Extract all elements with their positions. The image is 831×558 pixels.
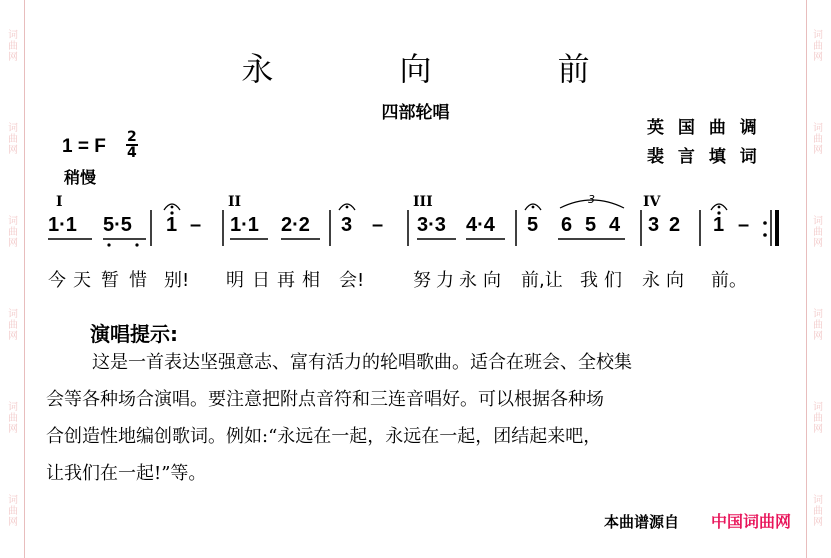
lyric-syllable: 们 xyxy=(604,270,622,291)
note-group: 5·5 xyxy=(103,214,132,236)
repeat-dot xyxy=(763,221,767,225)
lyric-syllable: 努 xyxy=(413,270,431,291)
note: 1 xyxy=(713,214,725,236)
octave-dot xyxy=(135,243,138,246)
lyric-syllable: 再 xyxy=(277,270,295,291)
part-mark-2: II xyxy=(228,194,242,210)
lyric-syllable: 力 xyxy=(436,270,454,291)
song-subtitle: 四部轮唱 xyxy=(381,103,450,123)
repeat-dot xyxy=(763,233,767,237)
song-title: 永 向 前 xyxy=(241,50,648,88)
note: 3 xyxy=(341,214,353,236)
tips-line: 这是一首表达坚强意志、富有活力的轮唱歌曲。适合在班会、全校集 xyxy=(92,352,632,373)
lyric-syllable: 会! xyxy=(339,270,365,291)
lyricist-credit: 裴 言 填 词 xyxy=(647,147,761,167)
part-mark-3: III xyxy=(413,194,433,210)
lyric-syllable: 明 xyxy=(226,270,244,291)
note-dash: – xyxy=(190,214,202,236)
lyric-syllable: 向 xyxy=(483,270,501,291)
lyric-syllable: 永 xyxy=(642,270,660,291)
watermark-cell: 词 曲 网 xyxy=(813,123,823,156)
note-group: 1·1 xyxy=(48,214,77,236)
watermark-cell: 词 曲 网 xyxy=(813,309,823,342)
watermark-cell: 词 曲 网 xyxy=(813,216,823,249)
composer-credit: 英 国 曲 调 xyxy=(647,118,761,138)
lyric-syllable: 今 xyxy=(48,270,66,291)
source-label: 本曲谱源自 xyxy=(604,513,680,531)
note: 1 xyxy=(166,214,178,236)
lyric-syllable: 前。 xyxy=(711,270,747,291)
note-group: 3·3 xyxy=(417,214,446,236)
watermark-cell: 词 曲 网 xyxy=(8,30,18,63)
note: 2 xyxy=(669,214,681,236)
note: 5 xyxy=(585,214,597,236)
note: 5 xyxy=(527,214,539,236)
tempo-marking: 稍慢 xyxy=(64,168,97,187)
lyric-syllable: 相 xyxy=(302,270,320,291)
lyric-syllable: 向 xyxy=(666,270,684,291)
fermata-dot xyxy=(171,206,174,209)
watermark-cell: 词 曲 网 xyxy=(8,402,18,435)
part-mark-1: I xyxy=(56,194,63,210)
tips-line: 让我们在一起!”等。 xyxy=(46,463,207,484)
numbered-score xyxy=(0,188,831,253)
tips-line: 会等各种场合演唱。要注意把附点音符和三连音唱好。可以根据各种场 xyxy=(46,389,604,410)
watermark-cell: 词 曲 网 xyxy=(813,495,823,528)
note-dash: – xyxy=(738,214,750,236)
lyric-syllable: 暂 xyxy=(101,270,119,291)
note: 6 xyxy=(561,214,573,236)
fermata-dot xyxy=(718,206,721,209)
lyric-syllable: 天 xyxy=(73,270,91,291)
watermark-cell: 词 曲 网 xyxy=(8,216,18,249)
watermark-cell: 词 曲 网 xyxy=(813,402,823,435)
lyric-syllable: 永 xyxy=(459,270,477,291)
time-signature-bottom: 4 xyxy=(127,145,137,161)
fermata-dot xyxy=(532,206,535,209)
time-signature-top: 2 xyxy=(127,129,137,145)
note-group: 4·4 xyxy=(466,214,495,236)
note-group: 2·2 xyxy=(281,214,310,236)
tips-paragraph xyxy=(46,344,788,492)
lyric-syllable: 前,让 xyxy=(521,270,563,291)
note: 3 xyxy=(648,214,660,236)
note-dash: – xyxy=(372,214,384,236)
lyric-syllable: 惜 xyxy=(129,270,147,291)
lyrics-line xyxy=(0,266,831,292)
key-signature: 1 = F xyxy=(62,136,106,157)
lyric-syllable: 别! xyxy=(164,270,190,291)
lyric-syllable: 我 xyxy=(580,270,598,291)
note-group: 1·1 xyxy=(230,214,259,236)
site-name: 中国词曲网 xyxy=(711,512,792,531)
watermark-cell: 词 曲 网 xyxy=(8,495,18,528)
part-mark-4: IV xyxy=(643,194,661,210)
tips-line: 合创造性地编创歌词。例如:“永远在一起，永远在一起，团结起来吧， xyxy=(46,426,602,447)
fermata-dot xyxy=(346,206,349,209)
watermark-cell: 词 曲 网 xyxy=(813,30,823,63)
time-signature xyxy=(126,130,138,160)
octave-dot xyxy=(107,243,110,246)
triplet-number: 3 xyxy=(588,193,595,206)
note: 4 xyxy=(609,214,621,236)
tips-heading: 演唱提示: xyxy=(90,322,178,346)
watermark-cell: 词 曲 网 xyxy=(8,309,18,342)
lyric-syllable: 日 xyxy=(252,270,270,291)
watermark-cell: 词 曲 网 xyxy=(8,123,18,156)
